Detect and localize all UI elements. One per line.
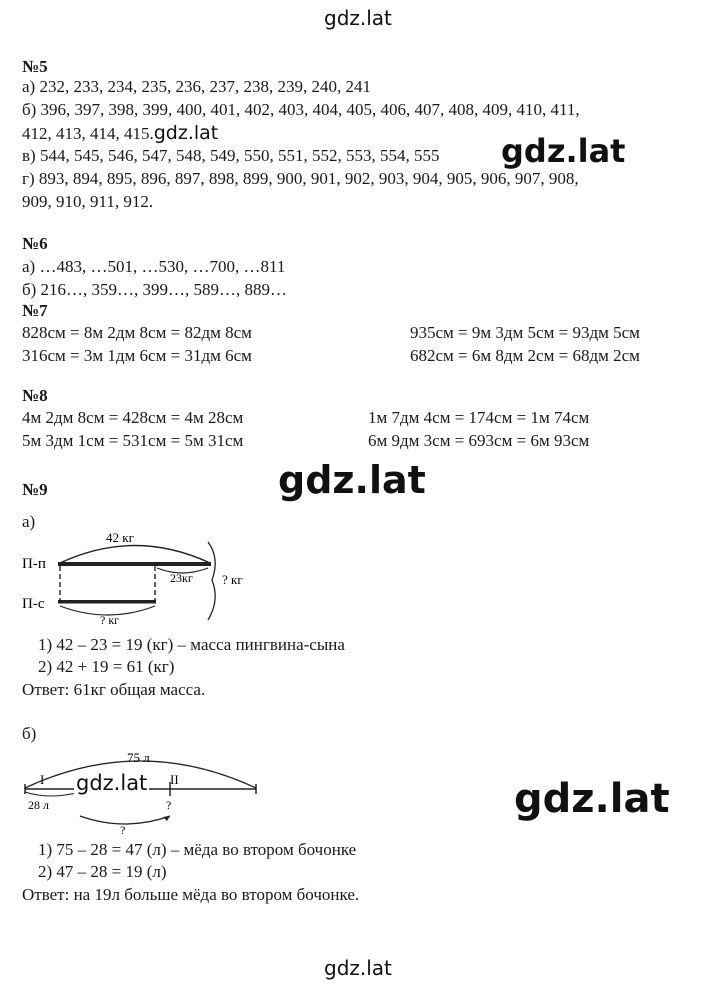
task-5-heading: №5 [22, 57, 48, 76]
watermark-top: gdz.lat [324, 6, 392, 30]
diagram-a-top-label: 42 кг [106, 530, 134, 545]
task-8-left-2: 5м 3дм 1см = 531см = 5м 31см [22, 431, 244, 450]
task-9-heading: №9 [22, 480, 48, 499]
diagram-a [20, 528, 270, 628]
task-5-line-v: в) 544, 545, 546, 547, 548, 549, 550, 551, 552, 553, 554, 555 [22, 146, 440, 165]
diagram-a-row1-label: П-п [22, 556, 46, 572]
diagram-b-first-value: 28 л [28, 798, 49, 812]
diagram-b-first-label: I [40, 772, 45, 787]
task-6-heading: №6 [22, 234, 48, 253]
watermark-big-n5: gdz.lat [497, 132, 629, 170]
task-8-heading: №8 [22, 386, 48, 405]
task-9-part-b-label: б) [22, 724, 37, 743]
diagram-a-row2-label: П-с [22, 596, 45, 612]
diagram-b-first-arc [25, 792, 80, 796]
task-9a-step-1: 1) 42 – 23 = 19 (кг) – масса пингвина-сына [38, 635, 345, 654]
task-8-left-1: 4м 2дм 8см = 428см = 4м 28см [22, 408, 244, 427]
task-9b-step-1: 1) 75 – 28 = 47 (л) – мёда во втором бочонке [38, 840, 357, 859]
task-5-line-a: а) 232, 233, 234, 235, 236, 237, 238, 239, 240, 241 [22, 77, 371, 96]
watermark-inline: gdz.lat [153, 122, 219, 144]
diagram-a-bar-son [58, 600, 156, 604]
task-9a-answer: Ответ: 61кг общая масса. [22, 680, 206, 699]
diagram-b-diff-q: ? [120, 823, 126, 837]
task-5-line-b1: б) 396, 397, 398, 399, 400, 401, 402, 403, 404, 405, 406, 407, 408, 409, 410, 411, [22, 100, 580, 119]
task-9a-step-2: 2) 42 + 19 = 61 (кг) [38, 657, 175, 676]
task-6-line-b: б) 216…, 359…, 399…, 589…, 889… [22, 280, 288, 299]
diagram-a-total-q: ? кг [222, 572, 243, 587]
task-5-line-b2 [22, 123, 218, 144]
task-6-line-a: а) …483, …501, …530, …700, …811 [22, 257, 286, 276]
task-7-left-2: 316см = 3м 1дм 6см = 31дм 6см [22, 346, 252, 365]
task-7-right-1: 935см = 9м 3дм 5см = 93дм 5см [410, 323, 640, 342]
diagram-b-second-q: ? [166, 798, 172, 812]
task-7-left-1: 828см = 8м 2дм 8см = 82дм 8см [22, 323, 252, 342]
diagram-a-bar-father [58, 562, 211, 566]
watermark-right-big: gdz.lat [514, 776, 670, 822]
task-5-line-g2: 909, 910, 911, 912. [22, 192, 154, 211]
task-5-line-b2-text: 412, 413, 414, 415. [22, 124, 154, 143]
task-8-right-2: 6м 9дм 3см = 693см = 6м 93см [368, 431, 590, 450]
diagram-a-bottom-q: ? кг [100, 613, 120, 627]
watermark-bottom: gdz.lat [324, 956, 392, 980]
watermark-diagram-b: gdz.lat [76, 771, 148, 795]
task-9-part-a-label: а) [22, 512, 36, 531]
task-9b-answer: Ответ: на 19л больше мёда во втором бочонке. [22, 885, 360, 904]
task-7-heading: №7 [22, 301, 48, 320]
task-7-right-2: 682см = 6м 8дм 2см = 68дм 2см [410, 346, 640, 365]
diagram-a-brace [208, 542, 215, 620]
diagram-b-total-label: 75 л [127, 750, 150, 765]
watermark-mid: gdz.lat [278, 458, 426, 502]
task-5-line-g1: г) 893, 894, 895, 896, 897, 898, 899, 900, 901, 902, 903, 904, 905, 906, 907, 908, [22, 169, 579, 188]
task-9b-step-2: 2) 47 – 28 = 19 (л) [38, 862, 167, 881]
diagram-a-top-arc [60, 546, 210, 564]
task-8-right-1: 1м 7дм 4см = 174см = 1м 74см [368, 408, 590, 427]
diagram-b-second-label: II [170, 772, 179, 787]
diagram-a-diff-label: 23кг [170, 571, 193, 585]
